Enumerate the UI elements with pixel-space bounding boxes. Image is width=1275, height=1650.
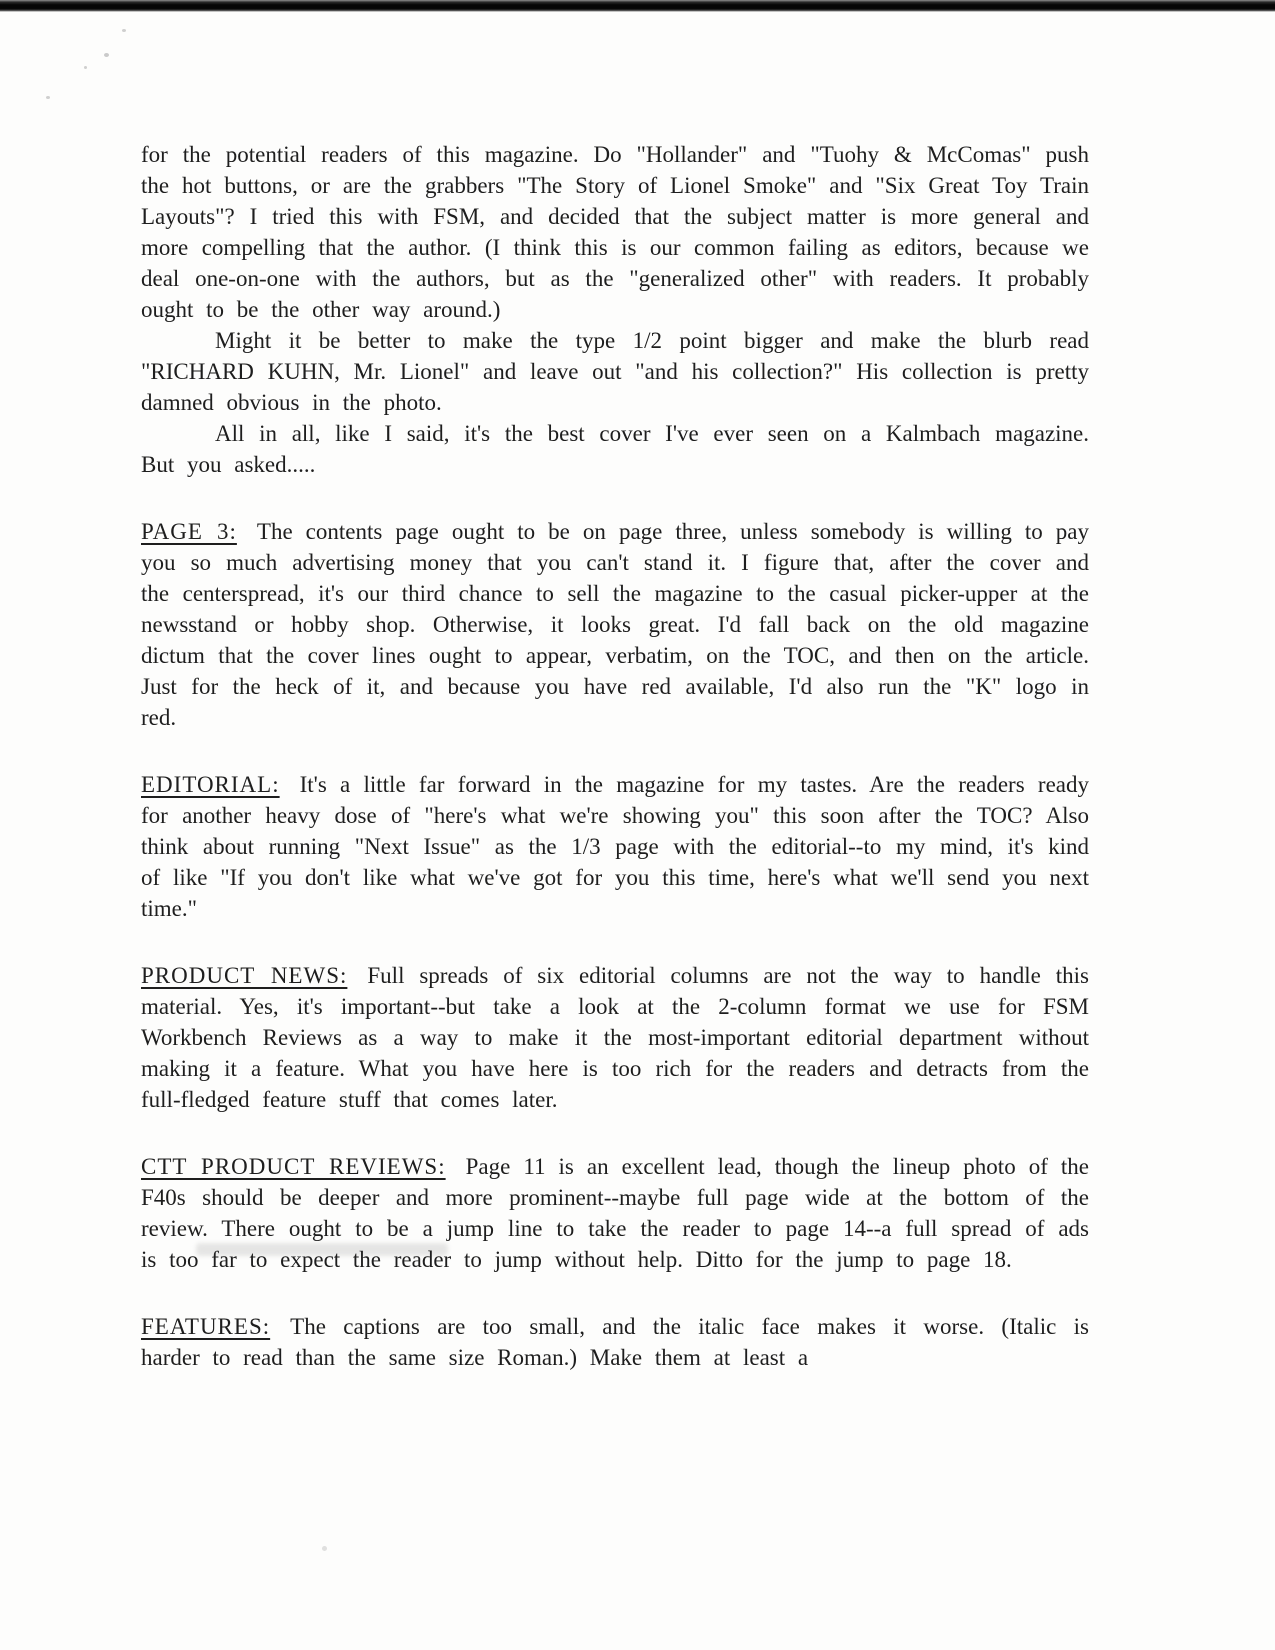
scan-speck (46, 96, 50, 99)
section-product-news (141, 960, 1089, 1115)
scan-speck (84, 66, 87, 69)
scan-speck (104, 53, 109, 57)
section-heading-product-news: PRODUCT NEWS: (141, 963, 348, 988)
section-ctt-product-reviews (141, 1151, 1089, 1275)
section-body-editorial: It's a little far forward in the magazine for my tastes. Are the readers ready for another heavy dose of "here's what we're showing you" this soon after the TOC? Also think about running "Next Issue" as the 1/3 page with the editorial--to my mind, it's kind of like "If you don't like what we've got for you this time, here's what we'll send you next time." (141, 772, 1089, 921)
letter-body (141, 139, 1089, 1373)
section-body-features: The captions are too small, and the italic face makes it worse. (Italic is harder to read than the same size Roman.) Make them at least a (141, 1314, 1089, 1370)
section-body-page-3: The contents page ought to be on page three, unless somebody is willing to pay you so much advertising money that you can't stand it. I figure that, after the cover and the centerspread, it's our third chance to sell the magazine to the casual picker-upper at the newsstand or hobby shop. Otherwise, it looks great. I'd fall back on the old magazine dictum that the cover lines ought to appear, verbatim, on the TOC, and then on the article. Just for the heck of it, and because you have red available, I'd also run the "K" logo in red. (141, 519, 1090, 730)
section-heading-ctt-product-reviews: CTT PRODUCT REVIEWS: (141, 1154, 446, 1179)
scan-speck (322, 1546, 327, 1551)
section-heading-features: FEATURES: (141, 1314, 271, 1339)
section-features (141, 1311, 1089, 1373)
section-body-ctt-product-reviews: Page 11 is an excellent lead, though the lineup photo of the F40s should be deeper and more prominent--maybe full page wide at the bottom of the review. There ought to be a jump line to take the reader to page 14--a full spread of ads is too far to expect the reader to jump without help. Ditto for the jump to page 18. (141, 1154, 1090, 1272)
paragraph-type-size-suggestion: Might it be better to make the type 1/2 point bigger and make the blurb read "RICHARD KUHN, Mr. Lionel" and leave out "and his collection?" His collection is pretty damned obvious in the photo. (141, 328, 1089, 415)
section-heading-editorial: EDITORIAL: (141, 772, 280, 797)
paragraph-best-cover: All in all, like I said, it's the best cover I've ever seen on a Kalmbach magazine. But you asked..... (141, 421, 1089, 477)
scan-edge-artifact (0, 0, 1275, 12)
section-body-product-news: Full spreads of six editorial columns are not the way to handle this material. Yes, it's important--but take a look at the 2-column format we use for FSM Workbench Reviews as a way to make it the most-important editorial department without making it a feature. What you have here is too rich for the readers and detracts from the full-fledged feature stuff that comes later. (141, 963, 1090, 1112)
section-heading-page-3: PAGE 3: (141, 519, 237, 544)
section-editorial (141, 769, 1089, 924)
section-page-3 (141, 516, 1089, 733)
scan-speck (122, 29, 126, 32)
continuation-paragraph: for the potential readers of this magazine. Do "Hollander" and "Tuohy & McComas" push the hot buttons, or are the grabbers "The Story of Lionel Smoke" and "Six Great Toy Train Layouts"? I tried this with FSM, and decided that the subject matter is more general and more compelling that the author. (I think this is our common failing as editors, because we deal one-on-one with the authors, but as the "generalized other" with readers. It probably ought to be the other way around.) (141, 142, 1089, 322)
